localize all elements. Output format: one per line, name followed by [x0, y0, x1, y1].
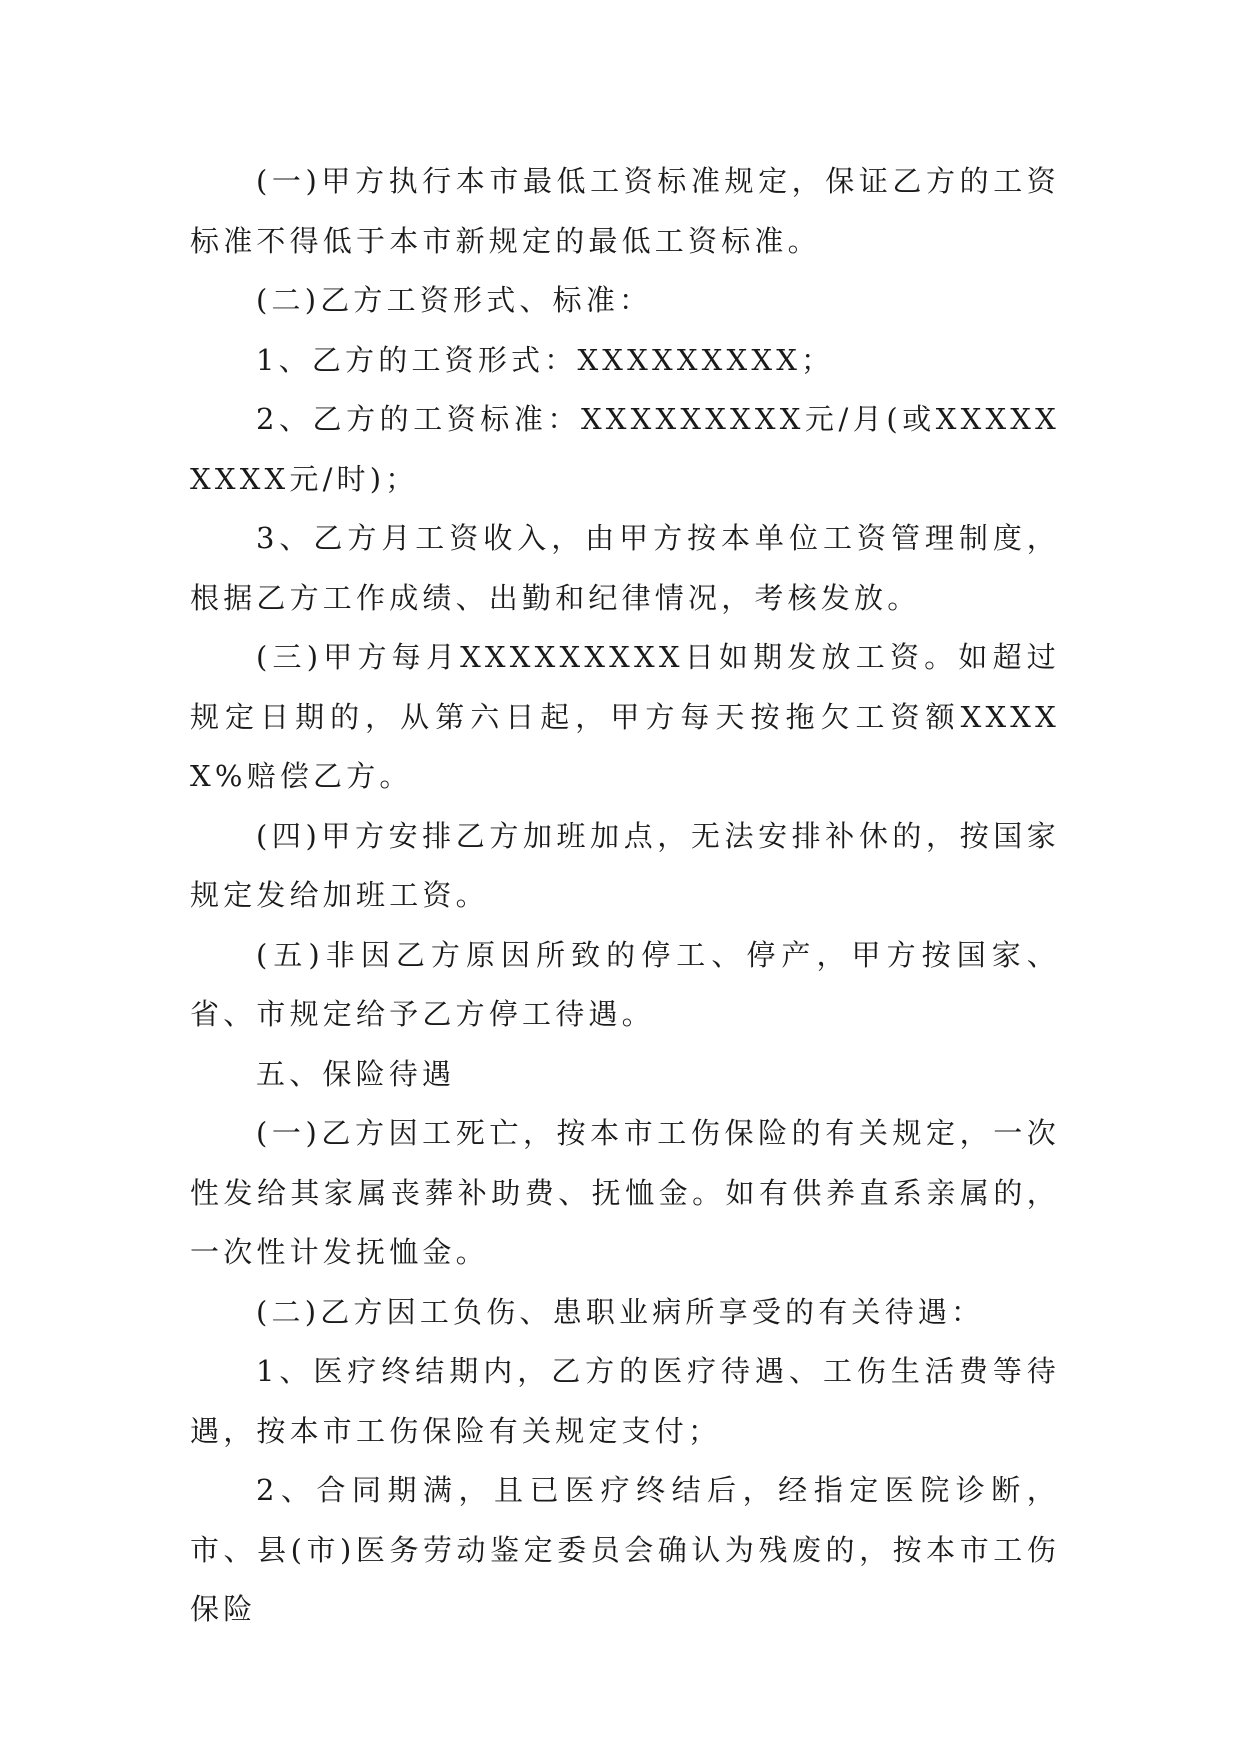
- paragraph-work-stoppage: (五)非因乙方原因所致的停工、停产，甲方按国家、省、市规定给予乙方停工待遇。: [190, 937, 1060, 1031]
- paragraph-wage-standard: 2、乙方的工资标准：XXXXXXXXX元/月(或XXXXXXXXX元/时)；: [190, 402, 1060, 496]
- paragraph-medical-period: 1、医疗终结期内，乙方的医疗待遇、工伤生活费等待遇，按本市工伤保险有关规定支付；: [190, 1354, 1060, 1448]
- paragraph-min-wage: (一)甲方执行本市最低工资标准规定，保证乙方的工资标准不得低于本市新规定的最低工资标准。: [190, 164, 1060, 258]
- paragraph-contract-expiry: 2、合同期满，且已医疗终结后，经指定医院诊断，市、县(市)医务劳动鉴定委员会确认为残废的，按本市工伤保险: [190, 1473, 1060, 1626]
- paragraph-wage-form: 1、乙方的工资形式：XXXXXXXXX；: [256, 342, 835, 377]
- document-body: [190, 152, 1060, 1640]
- paragraph-overtime: (四)甲方安排乙方加班加点，无法安排补休的，按国家规定发给加班工资。: [190, 818, 1060, 912]
- paragraph-work-injury-heading: (二)乙方因工负伤、患职业病所享受的有关待遇：: [256, 1294, 985, 1329]
- paragraph-monthly-income: 3、乙方月工资收入，由甲方按本单位工资管理制度，根据乙方工作成绩、出勤和纪律情况，考核发放。: [190, 521, 1060, 615]
- paragraph-pay-date: (三)甲方每月XXXXXXXXX日如期发放工资。如超过规定日期的，从第六日起，甲方每天按拖欠工资额XXXXX%赔偿乙方。: [190, 640, 1060, 793]
- paragraph-work-death: (一)乙方因工死亡，按本市工伤保险的有关规定，一次性发给其家属丧葬补助费、抚恤金。如有供养直系亲属的，一次性计发抚恤金。: [190, 1116, 1060, 1269]
- paragraph-wage-form-heading: (二)乙方工资形式、标准：: [256, 283, 653, 317]
- section-heading-insurance: 五、保险待遇: [256, 1056, 456, 1091]
